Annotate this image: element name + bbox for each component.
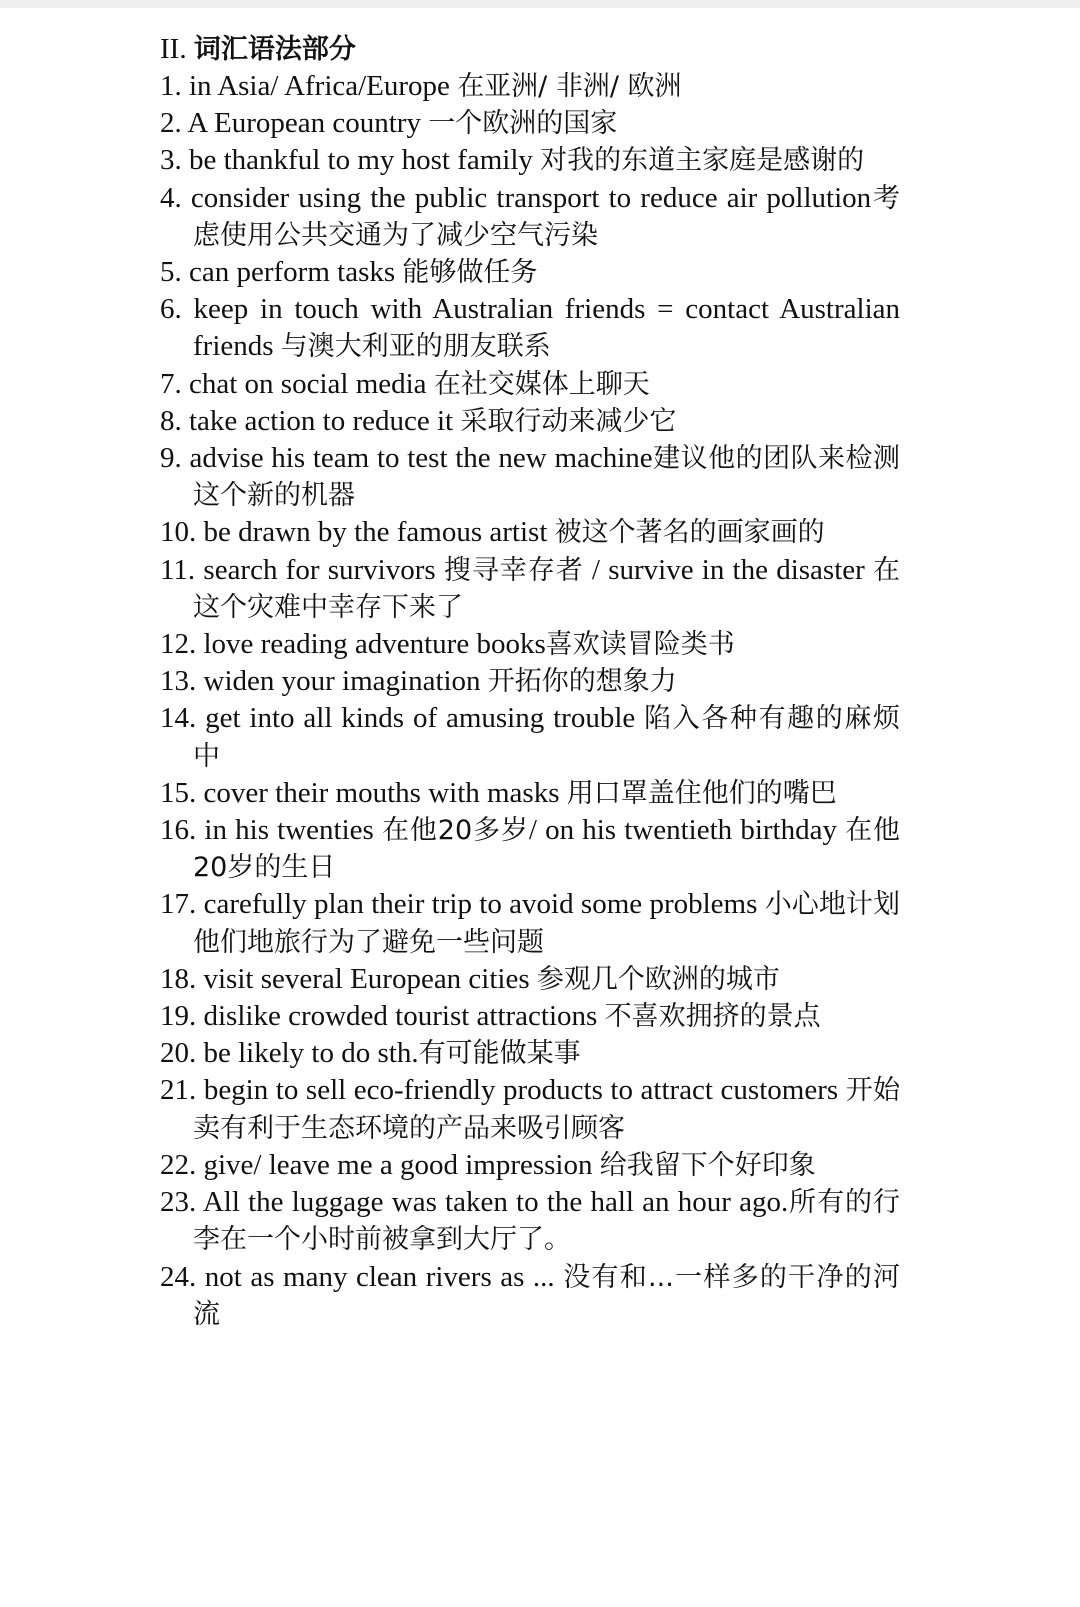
list-item xyxy=(160,700,900,774)
chinese-translation: 没有和...一样多的干净的河流 xyxy=(193,1261,900,1330)
item-number: 4. xyxy=(160,181,182,214)
item-number: 9. xyxy=(160,442,182,475)
english-phrase-alt: / survive in the disaster xyxy=(591,553,865,586)
section-title xyxy=(160,30,900,68)
chinese-translation: 能够做任务 xyxy=(402,257,538,289)
chinese-translation: 建议他的团队来检测这个新的机器 xyxy=(193,443,901,512)
item-number: 8. xyxy=(160,404,182,437)
item-number: 15. xyxy=(160,776,197,809)
english-phrase: keep in touch with Australian friends = contact Australian friends xyxy=(193,293,900,363)
item-number: 17. xyxy=(160,888,197,921)
chinese-translation-alt: 在他20岁的生日 xyxy=(193,815,901,884)
english-phrase: consider using the public transport to reduce air pollution xyxy=(190,181,872,214)
list-item xyxy=(160,291,900,365)
chinese-translation: 用口罩盖住他们的嘴巴 xyxy=(566,777,837,809)
chinese-translation: 不喜欢拥挤的景点 xyxy=(604,1001,821,1033)
item-number: 16. xyxy=(160,814,197,847)
list-item xyxy=(160,552,900,626)
list-item xyxy=(160,1072,900,1146)
english-phrase: can perform tasks xyxy=(189,256,396,289)
english-phrase: search for survivors xyxy=(203,553,436,586)
english-phrase: be thankful to my host family xyxy=(189,144,533,177)
english-phrase: widen your imagination xyxy=(203,665,481,698)
chinese-translation: 参观几个欧洲的城市 xyxy=(536,963,780,995)
english-phrase: in Asia/ Africa/Europe xyxy=(189,70,450,102)
item-number: 2. xyxy=(160,107,182,140)
chinese-translation: 考虑使用公共交通为了减少空气污染 xyxy=(193,182,901,251)
item-number: 13. xyxy=(160,665,197,698)
chinese-translation: 采取行动来减少它 xyxy=(460,405,677,437)
list-item xyxy=(160,812,900,886)
chinese-translation: 开始卖有利于生态环境的产品来吸引顾客 xyxy=(193,1075,901,1144)
english-phrase-alt: / on his twentieth birthday xyxy=(528,814,837,847)
chinese-translation: 陷入各种有趣的麻烦中 xyxy=(193,703,901,772)
chinese-translation: 一个欧洲的国家 xyxy=(428,108,618,140)
list-item xyxy=(160,626,900,663)
document-page xyxy=(160,30,900,1333)
item-number: 6. xyxy=(160,293,182,326)
list-item xyxy=(160,1184,900,1258)
chinese-translation: 在亚洲/ 非洲/ 欧洲 xyxy=(457,71,682,102)
list-item xyxy=(160,886,900,960)
chinese-translation-alt: 在这个灾难中幸存下来了 xyxy=(193,554,900,623)
english-phrase: be likely to do sth. xyxy=(203,1037,419,1070)
list-item xyxy=(160,1259,900,1333)
chinese-translation: 有可能做某事 xyxy=(418,1038,581,1070)
english-phrase: dislike crowded tourist attractions xyxy=(203,1000,598,1033)
chinese-translation: 在他20多岁 xyxy=(381,815,529,847)
item-number: 10. xyxy=(160,516,197,549)
list-item xyxy=(160,663,900,700)
english-phrase: begin to sell eco-friendly products to attract customers xyxy=(203,1074,839,1107)
item-number: 5. xyxy=(160,256,182,289)
english-phrase: All the luggage was taken to the hall an hour ago. xyxy=(202,1186,789,1219)
list-item xyxy=(160,180,900,254)
english-phrase: get into all kinds of amusing trouble xyxy=(205,702,636,735)
english-phrase: carefully plan their trip to avoid some problems xyxy=(203,888,758,921)
chinese-translation: 搜寻幸存者 xyxy=(443,554,584,586)
chinese-translation: 小心地计划他们地旅行为了避免一些问题 xyxy=(193,889,901,958)
item-number: 7. xyxy=(160,367,182,400)
english-phrase: take action to reduce it xyxy=(189,404,454,437)
english-phrase: in his twenties xyxy=(204,814,374,847)
list-item xyxy=(160,514,900,551)
chinese-translation: 喜欢读冒险类书 xyxy=(545,629,735,661)
list-item xyxy=(160,775,900,812)
list-item xyxy=(160,961,900,998)
english-phrase: be drawn by the famous artist xyxy=(203,516,548,549)
english-phrase: not as many clean rivers as ... xyxy=(204,1260,555,1293)
chinese-translation: 开拓你的想象力 xyxy=(487,666,677,698)
item-number: 18. xyxy=(160,962,197,995)
english-phrase: visit several European cities xyxy=(203,962,530,995)
english-phrase: love reading adventure books xyxy=(203,628,546,661)
english-phrase: cover their mouths with masks xyxy=(203,776,560,809)
list-item xyxy=(160,254,900,291)
item-number: 24. xyxy=(160,1260,197,1293)
section-title-text: 词汇语法部分 xyxy=(193,34,356,65)
item-number: 23. xyxy=(160,1186,197,1219)
list-item xyxy=(160,142,900,179)
english-phrase: give/ leave me a good impression xyxy=(203,1148,593,1181)
list-item xyxy=(160,403,900,440)
item-number: 21. xyxy=(160,1074,197,1107)
list-item xyxy=(160,440,900,514)
chinese-translation: 被这个著名的画家画的 xyxy=(554,517,825,549)
list-item xyxy=(160,998,900,1035)
chinese-translation: 给我留下个好印象 xyxy=(599,1149,816,1181)
item-number: 22. xyxy=(160,1148,197,1181)
english-phrase: chat on social media xyxy=(189,367,427,400)
item-number: 14. xyxy=(160,702,197,735)
item-number: 11. xyxy=(160,553,196,586)
list-item xyxy=(160,1035,900,1072)
chinese-translation: 对我的东道主家庭是感谢的 xyxy=(540,145,865,177)
english-phrase: A European country xyxy=(187,107,421,140)
item-number: 1. xyxy=(160,70,182,102)
item-number: 19. xyxy=(160,1000,197,1033)
item-number: 20. xyxy=(160,1037,197,1070)
list-item xyxy=(160,366,900,403)
english-phrase: advise his team to test the new machine xyxy=(189,442,653,475)
list-item xyxy=(160,68,900,105)
vocab-list xyxy=(160,68,900,1333)
item-number: 12. xyxy=(160,628,197,661)
item-number: 3. xyxy=(160,144,182,177)
list-item xyxy=(160,1147,900,1184)
top-bar xyxy=(0,0,1080,8)
section-number: II. xyxy=(160,33,187,65)
chinese-translation: 所有的行李在一个小时前被拿到大厅了。 xyxy=(193,1187,901,1256)
chinese-translation: 在社交媒体上聊天 xyxy=(433,368,650,400)
list-item xyxy=(160,105,900,142)
chinese-translation: 与澳大利亚的朋友联系 xyxy=(280,331,551,363)
